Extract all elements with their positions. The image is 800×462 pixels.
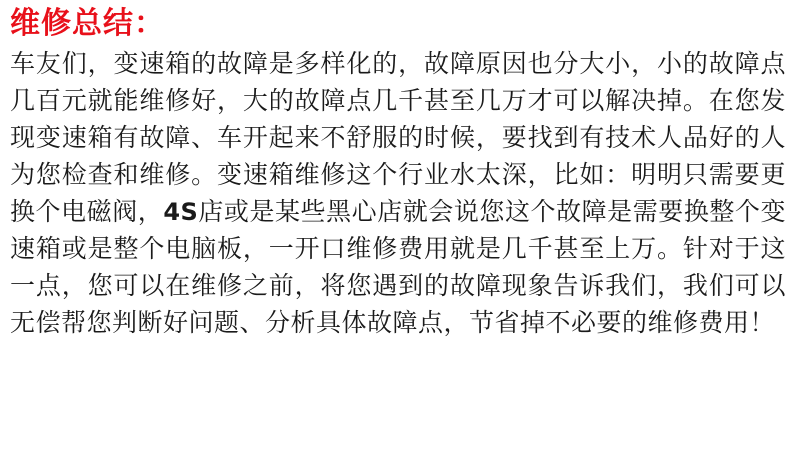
body-paragraph <box>10 46 786 342</box>
body-emphasis-4s: 4S <box>163 198 199 226</box>
document-body <box>8 46 792 342</box>
body-text-part-2: 店或是某些黑心店就会说您这个故障是需要换整个变速箱或是整个电脑板，一开口维修费用就是几千甚至上万。针对于这一点，您可以在维修之前，将您遇到的故障现象告诉我们，我们可以无偿帮您判断好问题、分析具体故障点，节省掉不必要的维修费用！ <box>10 199 786 337</box>
page-title: 维修总结： <box>10 6 165 41</box>
body-text-part-1: 车友们，变速箱的故障是多样化的，故障原因也分大小，小的故障点几百元就能维修好，大的故障点几千甚至几万才可以解决掉。在您发现变速箱有故障、车开起来不舒服的时候，要找到有技术人品好的人为您检查和维修。变速箱维修这个行业水太深，比如：明明只需要更换个电磁阀， <box>10 51 786 226</box>
